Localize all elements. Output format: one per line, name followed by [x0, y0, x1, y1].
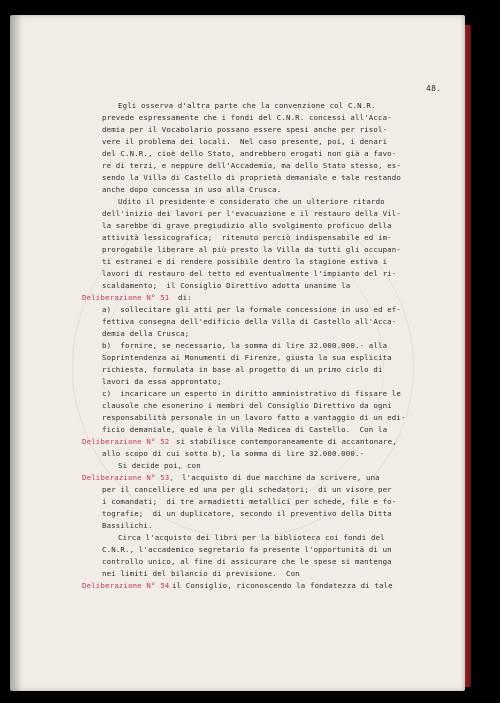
text-line: lavori di restauro del tetto ed eventualmente l'impianto del ri-	[102, 269, 397, 278]
text-line: tografie; di un duplicatore, secondo il preventivo della Ditta	[102, 509, 392, 518]
deliberation-label: Deliberazione N° 52	[82, 437, 170, 446]
text-line: ficio demaniale, quale è la Villa Medicea di Castello. Con la	[102, 425, 388, 434]
text-line: demia della Crusca;	[102, 329, 190, 338]
text-line: i comandati; di tre armadietti metallici per schede, file e fo-	[102, 497, 397, 506]
text-line: prevede espressamente che i fondi del C.N.R. concessi all'Acca-	[102, 113, 392, 122]
text-line: re di terzi, e neppure dell'Accademia, ma dello Stato stesso, es-	[102, 161, 401, 170]
text-line: nei limiti del bilancio di previsione. Con	[102, 569, 300, 578]
text-line: responsabilità personale in un lavoro fatto a vantaggio di un edi-	[102, 413, 406, 422]
text-line: per il cancelliere ed una per gli schedatori; di un visore per	[102, 485, 392, 494]
text-line: controllo unico, al fine di assicurare che le spese si mantenga	[102, 557, 392, 566]
text-line: C.N.R., l'accademico segretario fa presente l'opportunità di un	[102, 545, 392, 554]
text-line: sendo la Villa di Castello di proprietà demaniale e tale restando	[102, 173, 401, 182]
text-line: Circa l'acquisto dei libri per la biblioteca coi fondi del	[118, 533, 385, 542]
text-line: attività lessicografica; ritenuto perciò indispensabile ed im-	[102, 233, 392, 242]
text-line: richiesta, formulata in base al progetto di un primo ciclo di	[102, 365, 383, 374]
deliberation-label: Deliberazione N° 53,	[82, 473, 174, 482]
text-line: demia per il Vocabolario possano essere spesi anche per risol-	[102, 125, 388, 134]
text-line: Soprintendenza ai Monumenti di Firenze, giusta la sua esplicita	[102, 353, 392, 362]
text-line: a) sollecitare gli atti per la formale concessione in uso ed ef-	[102, 305, 401, 314]
deliberation-line: Deliberazione N° 51 di:	[82, 293, 192, 302]
text-line: Bassilichi.	[102, 521, 153, 530]
deliberation-line: Deliberazione N° 53, l'acquisto di due macchine da scrivere, una	[82, 473, 380, 482]
text-line: c) incaricare un esperto in diritto amministrativo di fissare le	[102, 389, 401, 398]
text-line: lavori da essa approntato;	[102, 377, 222, 386]
text-line: scaldamento; il Consiglio Direttivo adotta unanime la	[102, 281, 351, 290]
deliberation-line: Deliberazione N° 54 il Consiglio, riconoscendo la fondatezza di tale	[82, 581, 393, 590]
deliberation-label: Deliberazione N° 51	[82, 293, 170, 302]
text-line: Udito il presidente e considerato che un ulteriore ritardo	[118, 197, 385, 206]
text-line: vere il problema dei locali. Nel caso presente, poi, i denari	[102, 137, 388, 146]
text-line: Egli osserva d'altra parte che la convenzione col C.N.R.	[118, 101, 376, 110]
text-line: clausole che esonerino i membri del Consiglio Direttivo da ogni	[102, 401, 392, 410]
text-line: fettiva consegna dell'edificio della Villa di Castello all'Acca-	[102, 317, 397, 326]
text-line: la sarebbe di grave pregiudizio allo svolgimento proficuo della	[102, 221, 392, 230]
text-line: allo scopo di cui sotto b), la somma di lire 32.000.000.-	[102, 449, 365, 458]
text-line: b) fornire, se necessario, la somma di lire 32.000.000.- alla	[102, 341, 388, 350]
deliberation-label: Deliberazione N° 54	[82, 581, 170, 590]
deliberation-line: Deliberazione N° 52 si stabilisce contemporaneamente di accantonare,	[82, 437, 397, 446]
text-line: prorogabile liberare al più presto la Villa da tutti gli occupan-	[102, 245, 401, 254]
text-line: anche dopo concessa in uso alla Crusca.	[102, 185, 282, 194]
text-line: ti estranei e di rendere possibile dentro la stagione estiva i	[102, 257, 388, 266]
text-line: Si decide poi, con	[118, 461, 201, 470]
text-line: del C.N.R., cioè dello Stato, andrebbero erogati non già a favo-	[102, 149, 397, 158]
page-number: 48.	[426, 84, 442, 93]
text-line: dell'inizio dei lavori per l'evacuazione e il restauro della Vil-	[102, 209, 401, 218]
